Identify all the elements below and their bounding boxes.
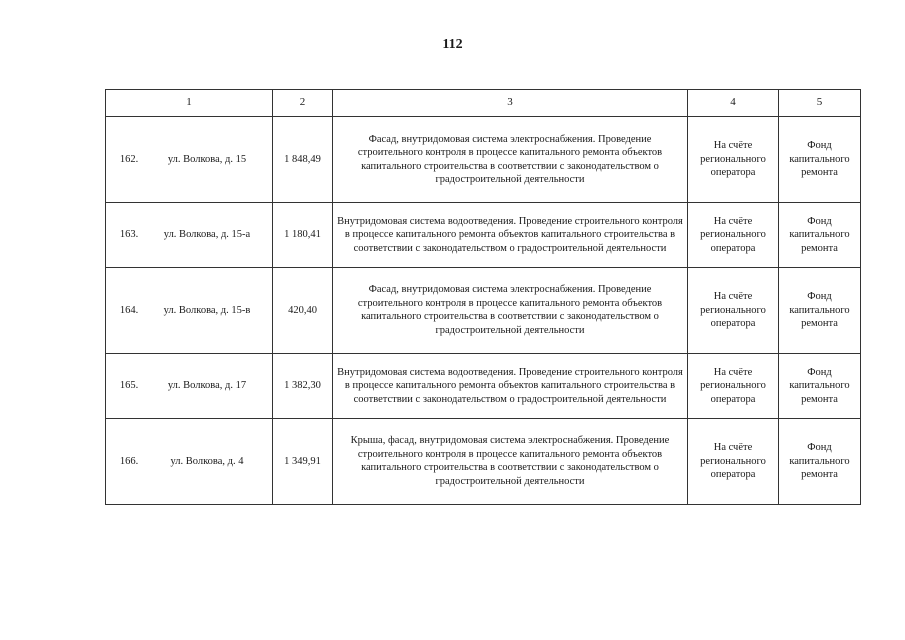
address-cell	[106, 418, 273, 504]
row-amount: 1 382,30	[273, 354, 333, 419]
header-cell-2: 2	[273, 90, 333, 117]
row-number: 163.	[119, 229, 139, 241]
row-account: На счёте регионального оператора	[688, 203, 779, 268]
address-cell	[106, 203, 273, 268]
row-source: Фонд капитального ремонта	[779, 418, 861, 504]
header-cell-3: 3	[333, 90, 688, 117]
table-row	[106, 117, 861, 203]
row-source: Фонд капитального ремонта	[779, 203, 861, 268]
row-description: Фасад, внутридомовая система электроснабжения. Проведение строительного контроля в процессе капитального ремонта объектов капитального строительства в соответствии с законодательством о градостроительной деятельности	[333, 117, 688, 203]
row-description: Крыша, фасад, внутридомовая система электроснабжения. Проведение строительного контроля в процессе капитального ремонта объектов капитального строительства в соответствии с законодательством о градостроительной деятельности	[333, 418, 688, 504]
row-address: ул. Волкова, д. 4	[170, 455, 244, 467]
row-description: Внутридомовая система водоотведения. Проведение строительного контроля в процессе капитального ремонта объектов капитального строительства в соответствии с законодательством о градостроительной деятельности	[333, 354, 688, 419]
row-amount: 1 848,49	[273, 117, 333, 203]
address-cell	[106, 117, 273, 203]
row-account: На счёте регионального оператора	[688, 354, 779, 419]
row-description: Фасад, внутридомовая система электроснабжения. Проведение строительного контроля в процессе капитального ремонта объектов капитального строительства в соответствии с законодательством о градостроительной деятельности	[333, 267, 688, 353]
row-account: На счёте регионального оператора	[688, 418, 779, 504]
header-cell-1: 1	[106, 90, 273, 117]
table-row	[106, 354, 861, 419]
row-source: Фонд капитального ремонта	[779, 117, 861, 203]
row-description: Внутридомовая система водоотведения. Проведение строительного контроля в процессе капитального ремонта объектов капитального строительства в соответствии с законодательством о градостроительной деятельности	[333, 203, 688, 268]
header-cell-5: 5	[779, 90, 861, 117]
row-source: Фонд капитального ремонта	[779, 354, 861, 419]
row-address: ул. Волкова, д. 17	[167, 380, 247, 392]
row-amount: 1 349,91	[273, 418, 333, 504]
row-number: 165.	[119, 380, 139, 392]
table-row	[106, 267, 861, 353]
row-amount: 1 180,41	[273, 203, 333, 268]
address-cell	[106, 267, 273, 353]
repair-table	[105, 89, 861, 505]
header-cell-4: 4	[688, 90, 779, 117]
row-number: 162.	[119, 153, 139, 165]
page-number: 112	[442, 37, 463, 52]
row-number: 164.	[119, 304, 139, 316]
row-account: На счёте регионального оператора	[688, 117, 779, 203]
row-address: ул. Волкова, д. 15-в	[163, 304, 251, 316]
row-address: ул. Волкова, д. 15	[167, 153, 247, 165]
row-account: На счёте регионального оператора	[688, 267, 779, 353]
table-header-row	[106, 90, 861, 117]
row-amount: 420,40	[273, 267, 333, 353]
row-source: Фонд капитального ремонта	[779, 267, 861, 353]
row-address: ул. Волкова, д. 15-а	[163, 229, 251, 241]
row-number: 166.	[119, 455, 139, 467]
address-cell	[106, 354, 273, 419]
table-row	[106, 203, 861, 268]
table-row	[106, 418, 861, 504]
